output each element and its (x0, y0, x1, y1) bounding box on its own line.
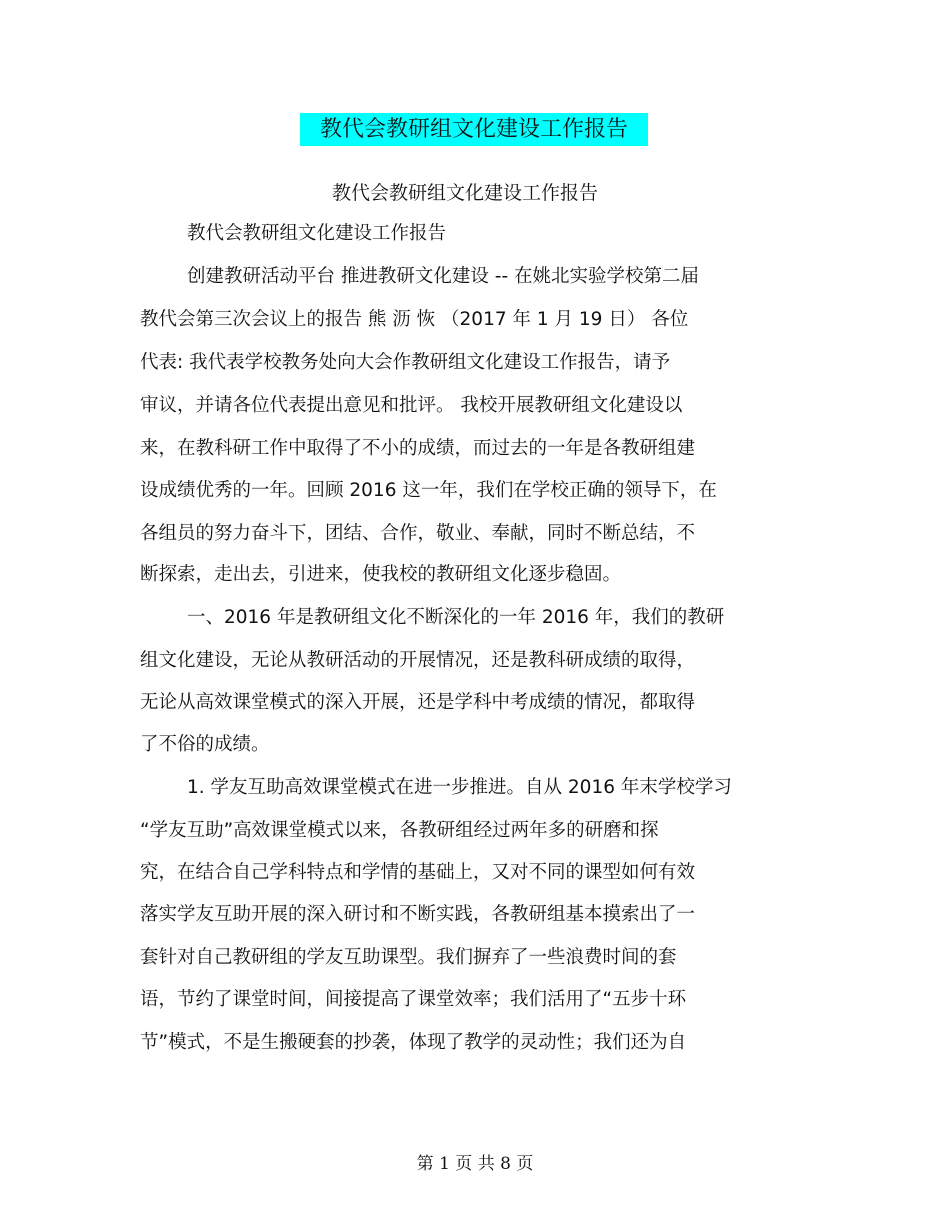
body-line: 教代会第三次会议上的报告 熊 沥 恢 （2017 年 1 月 19 日） 各位 (140, 309, 689, 330)
body-line: 套针对自己教研组的学友互助课型。我们摒弃了一些浪费时间的套 (140, 947, 677, 968)
body-line: “学友互助”高效课堂模式以来，各教研组经过两年多的研磨和探 (140, 820, 659, 841)
body-line: 语，节约了课堂时间，间接提高了课堂效率；我们活用了“五步十环 (140, 989, 687, 1010)
body-line: 无论从高效课堂模式的深入开展，还是学科中考成绩的情况，都取得 (140, 692, 696, 713)
document-subtitle: 教代会教研组文化建设工作报告 (331, 182, 598, 204)
body-line: 教代会教研组文化建设工作报告 (187, 223, 447, 244)
body-line: 来，在教科研工作中取得了不小的成绩，而过去的一年是各教研组建 (140, 438, 696, 459)
body-line: 断探索，走出去，引进来，使我校的教研组文化逐步稳固。 (140, 564, 622, 585)
body-line: 代表: 我代表学校教务处向大会作教研组文化建设工作报告，请予 (140, 352, 671, 373)
body-line: 审议，并请各位代表提出意见和批评。 我校开展教研组文化建设以 (140, 395, 683, 416)
page-number-footer: 第 1 页 共 8 页 (416, 1154, 534, 1174)
body-line: 组文化建设，无论从教研活动的开展情况，还是教科研成绩的取得， (140, 650, 696, 671)
body-line: 落实学友互助开展的深入研讨和不断实践，各教研组基本摸索出了一 (140, 904, 696, 925)
document-title-highlighted: 教代会教研组文化建设工作报告 (300, 113, 648, 146)
body-line: 设成绩优秀的一年。回顾 2016 这一年，我们在学校正确的领导下，在 (140, 480, 717, 501)
body-line: 各组员的努力奋斗下，团结、合作，敬业、奉献，同时不断总结，不 (140, 523, 696, 544)
body-line: 了不俗的成绩。 (140, 734, 270, 755)
body-line: 一、2016 年是教研组文化不断深化的一年 2016 年，我们的教研 (187, 607, 725, 628)
body-line: 1. 学友互助高效课堂模式在进一步推进。自从 2016 年末学校学习 (187, 777, 732, 798)
body-line: 创建教研活动平台 推进教研文化建设 -- 在姚北实验学校第二届 (187, 266, 699, 287)
body-line: 节”模式，不是生搬硬套的抄袭，体现了教学的灵动性；我们还为自 (140, 1032, 687, 1053)
body-line: 究，在结合自己学科特点和学情的基础上，又对不同的课型如何有效 (140, 862, 696, 883)
